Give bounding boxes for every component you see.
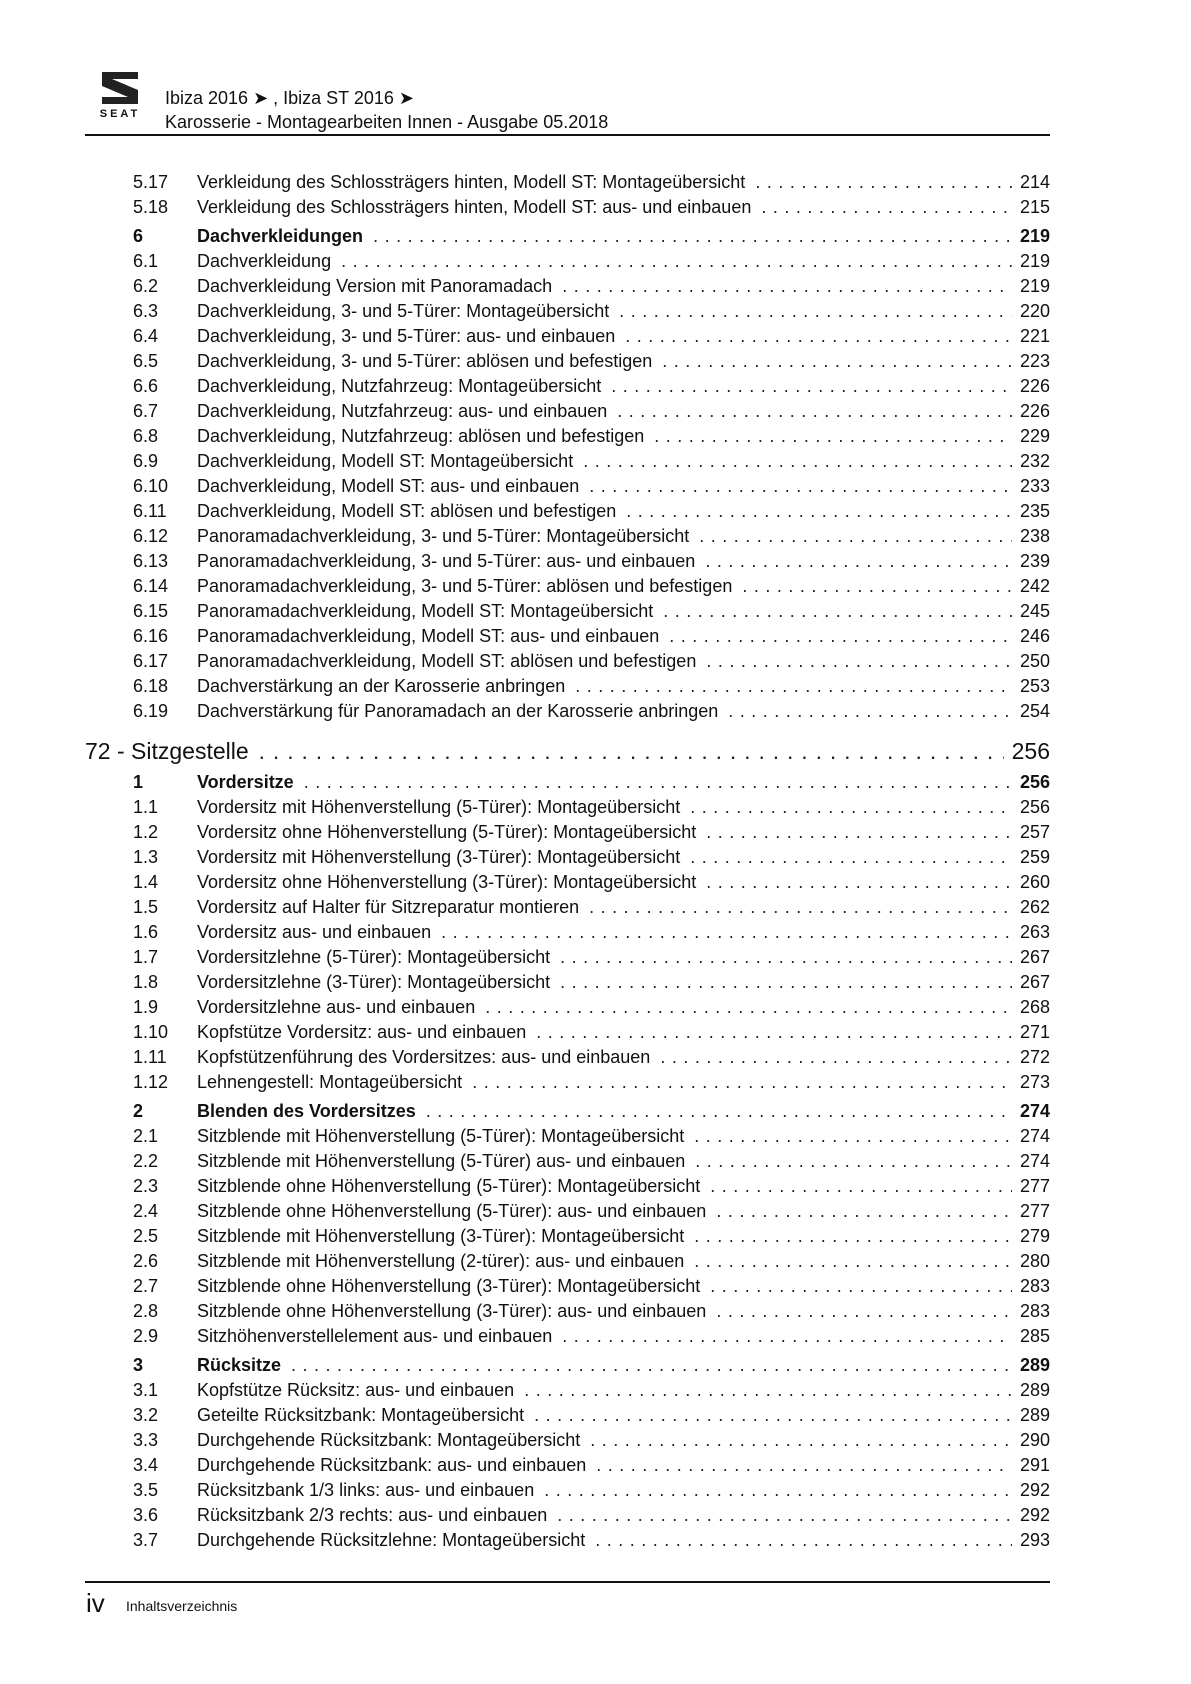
toc-title: Vordersitz ohne Höhenverstellung (5-Türer): Montageübersicht [197,822,697,842]
toc-title: Dachverkleidung, Modell ST: aus- und einbauen [197,476,580,496]
toc-leader-dots [694,1249,1012,1274]
toc-leader-dots [728,699,1012,724]
toc-number: 5.17 [133,172,169,192]
toc-page: 291 [1019,1455,1050,1475]
toc-leader-dots [654,424,1012,449]
toc-entry[interactable] [85,1124,1050,1149]
toc-title: Sitzblende ohne Höhenverstellung (3-Türer): Montageübersicht [197,1276,701,1296]
toc-title: Vordersitz mit Höhenverstellung (5-Türer): Montageübersicht [197,797,681,817]
toc-number: 6.1 [133,251,159,271]
toc-number: 6.19 [133,701,169,721]
toc-page: 229 [1019,426,1050,446]
toc-page: 289 [1019,1380,1050,1400]
toc-number: 6.8 [133,426,159,446]
toc-number: 2.6 [133,1251,159,1271]
toc-leader-dots [562,1324,1012,1349]
toc-entry[interactable] [85,870,1050,895]
toc-title: Sitzblende mit Höhenverstellung (2-türer): aus- und einbauen [197,1251,685,1271]
toc-entry[interactable] [85,674,1050,699]
toc-title: Geteilte Rücksitzbank: Montageübersicht [197,1405,525,1425]
toc-page: 220 [1019,301,1050,321]
toc-page: 254 [1019,701,1050,721]
toc-entry[interactable] [85,895,1050,920]
toc-entry[interactable] [85,1528,1050,1553]
toc-entry[interactable] [85,1403,1050,1428]
toc-entry[interactable] [85,624,1050,649]
toc-entry[interactable] [85,699,1050,724]
toc-title: Dachverkleidung, 3- und 5-Türer: ablösen und befestigen [197,351,653,371]
toc-entry[interactable] [85,1149,1050,1174]
toc-title: Kopfstütze Rücksitz: aus- und einbauen [197,1380,515,1400]
toc-title: Panoramadachverkleidung, Modell ST: Montageübersicht [197,601,654,621]
table-of-contents [85,170,1050,1553]
toc-number: 1.12 [133,1072,169,1092]
toc-page: 279 [1019,1226,1050,1246]
toc-entry[interactable] [85,970,1050,995]
toc-number: 1.1 [133,797,159,817]
toc-number: 6 [133,226,144,246]
toc-number: 6.15 [133,601,169,621]
toc-entry[interactable] [85,499,1050,524]
toc-number: 6.7 [133,401,159,421]
toc-number: 6.14 [133,576,169,596]
toc-page: 267 [1019,947,1050,967]
toc-leader-dots [304,770,1012,795]
toc-leader-dots [560,945,1012,970]
header-divider [85,134,1050,136]
toc-title: Vordersitz mit Höhenverstellung (3-Türer): Montageübersicht [197,847,681,867]
page-header [165,86,608,134]
toc-number: 3 [133,1355,144,1375]
toc-title: Lehnengestell: Montageübersicht [197,1072,463,1092]
toc-leader-dots [694,1224,1012,1249]
toc-number: 1.7 [133,947,159,967]
toc-entry[interactable] [85,945,1050,970]
toc-number: 1.2 [133,822,159,842]
toc-page: 289 [1019,1405,1050,1425]
toc-leader-dots [690,795,1012,820]
toc-page: 223 [1019,351,1050,371]
toc-number: 5.18 [133,197,169,217]
toc-number: 1.10 [133,1022,169,1042]
toc-number: 1.4 [133,872,159,892]
toc-entry[interactable] [85,1503,1050,1528]
toc-leader-dots [485,995,1012,1020]
toc-leader-dots [716,1199,1012,1224]
toc-entry[interactable] [85,299,1050,324]
toc-title: Sitzblende ohne Höhenverstellung (5-Türer): aus- und einbauen [197,1201,707,1221]
toc-page: 280 [1019,1251,1050,1271]
toc-number: 6.5 [133,351,159,371]
toc-leader-dots [669,624,1012,649]
toc-page: 283 [1019,1276,1050,1296]
toc-leader-dots [590,1428,1012,1453]
footer-divider [85,1581,1050,1583]
toc-title: Kopfstützenführung des Vordersitzes: aus- und einbauen [197,1047,651,1067]
toc-number: 2.3 [133,1176,159,1196]
toc-page: 260 [1019,872,1050,892]
toc-leader-dots [596,1453,1012,1478]
toc-title: Dachverkleidung, Nutzfahrzeug: Montageübersicht [197,376,602,396]
toc-title: Panoramadachverkleidung, Modell ST: ablösen und befestigen [197,651,697,671]
toc-title: Sitzblende mit Höhenverstellung (3-Türer): Montageübersicht [197,1226,685,1246]
toc-title: Verkleidung des Schlossträgers hinten, Modell ST: Montageübersicht [197,172,746,192]
toc-number: 2.2 [133,1151,159,1171]
toc-entry[interactable] [85,170,1050,195]
footer-label: Inhaltsverzeichnis [126,1598,238,1614]
toc-title: Panoramadachverkleidung, 3- und 5-Türer: Montageübersicht [197,526,690,546]
toc-number: 3.5 [133,1480,159,1500]
toc-leader-dots [557,1503,1012,1528]
toc-number: 2.9 [133,1326,159,1346]
toc-entry[interactable] [85,274,1050,299]
toc-number: 3.2 [133,1405,159,1425]
toc-section[interactable] [85,770,1050,795]
toc-leader-dots [617,399,1012,424]
toc-leader-dots [611,374,1012,399]
toc-page: 274 [1019,1101,1050,1121]
toc-page: 256 [1019,797,1050,817]
toc-page: 283 [1019,1301,1050,1321]
toc-number: 2.1 [133,1126,159,1146]
toc-entry[interactable] [85,424,1050,449]
toc-leader-dots [426,1099,1012,1124]
toc-title: Panoramadachverkleidung, 3- und 5-Türer: ablösen und befestigen [197,576,733,596]
toc-number: 6.9 [133,451,159,471]
toc-page: 256 [1011,738,1050,764]
toc-leader-dots [595,1528,1012,1553]
toc-page: 259 [1019,847,1050,867]
toc-page: 246 [1019,626,1050,646]
toc-number: 3.4 [133,1455,159,1475]
toc-entry[interactable] [85,845,1050,870]
toc-page: 245 [1019,601,1050,621]
toc-title: Sitzhöhenverstellelement aus- und einbauen [197,1326,553,1346]
toc-title: Dachverkleidung, Modell ST: ablösen und befestigen [197,501,617,521]
toc-entry[interactable] [85,324,1050,349]
toc-leader-dots [706,820,1012,845]
toc-chapter[interactable] [85,736,1050,766]
toc-leader-dots [710,1274,1012,1299]
toc-page: 274 [1019,1151,1050,1171]
toc-leader-dots [706,870,1012,895]
toc-entry[interactable] [85,549,1050,574]
toc-page: 257 [1019,822,1050,842]
toc-leader-dots [583,449,1012,474]
toc-number: 1.11 [133,1047,167,1067]
toc-section[interactable] [85,1353,1050,1378]
toc-leader-dots [341,249,1012,274]
toc-page: 235 [1019,501,1050,521]
toc-title: Durchgehende Rücksitzbank: aus- und einbauen [197,1455,587,1475]
toc-title: Sitzblende ohne Höhenverstellung (3-Türer): aus- und einbauen [197,1301,707,1321]
toc-title: Kopfstütze Vordersitz: aus- und einbauen [197,1022,527,1042]
toc-page: 267 [1019,972,1050,992]
toc-leader-dots [695,1149,1012,1174]
toc-entry[interactable] [85,1174,1050,1199]
toc-title: Durchgehende Rücksitzlehne: Montageübersicht [197,1530,586,1550]
toc-number: 6.6 [133,376,159,396]
toc-title: Vordersitzlehne (3-Türer): Montageübersicht [197,972,551,992]
toc-title: Dachverkleidung, Modell ST: Montageübersicht [197,451,574,471]
toc-number: 2 [133,1101,144,1121]
toc-title: Durchgehende Rücksitzbank: Montageübersicht [197,1430,581,1450]
toc-leader-dots [663,599,1012,624]
toc-page: 292 [1019,1505,1050,1525]
toc-page: 290 [1019,1430,1050,1450]
toc-leader-dots [705,549,1012,574]
toc-page: 274 [1019,1126,1050,1146]
toc-page: 215 [1019,197,1050,217]
toc-page: 285 [1019,1326,1050,1346]
toc-leader-dots [710,1174,1012,1199]
toc-entry[interactable] [85,1274,1050,1299]
toc-leader-dots [742,574,1012,599]
toc-leader-dots [626,499,1012,524]
toc-entry[interactable] [85,649,1050,674]
toc-leader-dots [259,736,1004,766]
toc-leader-dots [536,1020,1012,1045]
toc-title: Dachverstärkung für Panoramadach an der Karosserie anbringen [197,701,719,721]
toc-entry[interactable] [85,1378,1050,1403]
toc-title: Dachverkleidung, Nutzfahrzeug: aus- und einbauen [197,401,608,421]
toc-leader-dots [291,1353,1012,1378]
toc-entry[interactable] [85,820,1050,845]
toc-entry[interactable] [85,1478,1050,1503]
toc-number: 6.12 [133,526,169,546]
toc-entry[interactable] [85,1020,1050,1045]
seat-s-icon [98,70,142,106]
toc-entry[interactable] [85,1428,1050,1453]
header-title: Karosserie - Montagearbeiten Innen - Ausgabe 05.2018 [165,112,609,132]
toc-number: 2.7 [133,1276,159,1296]
toc-entry[interactable] [85,1199,1050,1224]
toc-number: 3.7 [133,1530,159,1550]
toc-number: 1.8 [133,972,159,992]
toc-entry[interactable] [85,449,1050,474]
toc-title: Panoramadachverkleidung, Modell ST: aus- und einbauen [197,626,660,646]
toc-number: 2.5 [133,1226,159,1246]
toc-page: 289 [1019,1355,1050,1375]
toc-title: Sitzblende mit Höhenverstellung (5-Türer): Montageübersicht [197,1126,685,1146]
toc-entry[interactable] [85,574,1050,599]
toc-title: Dachverstärkung an der Karosserie anbringen [197,676,566,696]
toc-page: 293 [1019,1530,1050,1550]
toc-entry[interactable] [85,524,1050,549]
toc-title: Dachverkleidung Version mit Panoramadach [197,276,553,296]
footer-page-number: iv [86,1588,105,1618]
toc-leader-dots [625,324,1012,349]
toc-leader-dots [619,299,1012,324]
toc-leader-dots [560,970,1012,995]
toc-page: 238 [1019,526,1050,546]
toc-title: Vordersitz auf Halter für Sitzreparatur montieren [197,897,580,917]
toc-number: 2.8 [133,1301,159,1321]
toc-leader-dots [441,920,1012,945]
toc-leader-dots [699,524,1012,549]
toc-number: 1.6 [133,922,159,942]
toc-title: Blenden des Vordersitzes [197,1101,416,1121]
toc-leader-dots [472,1070,1012,1095]
toc-page: 219 [1019,251,1050,271]
toc-leader-dots [755,170,1012,195]
toc-number: 6.11 [133,501,167,521]
toc-number: 6.16 [133,626,169,646]
toc-leader-dots [544,1478,1012,1503]
toc-page: 233 [1019,476,1050,496]
toc-title: 72 - Sitzgestelle [85,738,249,764]
toc-title: Dachverkleidungen [197,226,364,246]
toc-title: Dachverkleidung, 3- und 5-Türer: aus- und einbauen [197,326,616,346]
toc-leader-dots [690,845,1012,870]
toc-page: 277 [1019,1176,1050,1196]
toc-leader-dots [589,895,1012,920]
toc-entry[interactable] [85,1045,1050,1070]
toc-page: 268 [1019,997,1050,1017]
toc-page: 219 [1019,276,1050,296]
toc-entry[interactable] [85,1299,1050,1324]
toc-title: Rücksitze [197,1355,282,1375]
toc-leader-dots [706,649,1012,674]
toc-page: 239 [1019,551,1050,571]
toc-page: 273 [1019,1072,1050,1092]
toc-number: 3.6 [133,1505,159,1525]
toc-entry[interactable] [85,795,1050,820]
toc-leader-dots [662,349,1012,374]
toc-entry[interactable] [85,1224,1050,1249]
toc-page: 277 [1019,1201,1050,1221]
toc-entry[interactable] [85,995,1050,1020]
toc-leader-dots [660,1045,1012,1070]
toc-number: 6.2 [133,276,159,296]
seat-logo [92,70,148,120]
toc-number: 3.3 [133,1430,159,1450]
toc-page: 262 [1019,897,1050,917]
logo-text: SEAT [99,108,141,120]
toc-title: Panoramadachverkleidung, 3- und 5-Türer: aus- und einbauen [197,551,696,571]
toc-page: 226 [1019,401,1050,421]
toc-number: 6.18 [133,676,169,696]
toc-entry[interactable] [85,1453,1050,1478]
toc-number: 2.4 [133,1201,159,1221]
toc-page: 242 [1019,576,1050,596]
toc-section[interactable] [85,1099,1050,1124]
toc-number: 1 [133,772,144,792]
toc-entry[interactable] [85,1070,1050,1095]
toc-title: Vordersitz ohne Höhenverstellung (3-Türer): Montageübersicht [197,872,697,892]
toc-entry[interactable] [85,599,1050,624]
toc-page: 256 [1019,772,1050,792]
toc-number: 6.4 [133,326,159,346]
toc-number: 3.1 [133,1380,159,1400]
toc-page: 271 [1019,1022,1050,1042]
toc-number: 6.17 [133,651,169,671]
toc-leader-dots [589,474,1012,499]
toc-leader-dots [534,1403,1012,1428]
toc-entry[interactable] [85,474,1050,499]
toc-number: 1.3 [133,847,159,867]
toc-number: 6.13 [133,551,169,571]
toc-title: Vordersitzlehne aus- und einbauen [197,997,476,1017]
toc-title: Vordersitzlehne (5-Türer): Montageübersicht [197,947,551,967]
toc-entry[interactable] [85,920,1050,945]
toc-entry[interactable] [85,374,1050,399]
toc-page: 226 [1019,376,1050,396]
toc-page: 214 [1019,172,1050,192]
toc-title: Verkleidung des Schlossträgers hinten, Modell ST: aus- und einbauen [197,197,752,217]
toc-leader-dots [562,274,1012,299]
toc-entry[interactable] [85,1324,1050,1349]
toc-page: 250 [1019,651,1050,671]
toc-title: Dachverkleidung, 3- und 5-Türer: Montageübersicht [197,301,610,321]
toc-leader-dots [524,1378,1012,1403]
toc-title: Sitzblende ohne Höhenverstellung (5-Türer): Montageübersicht [197,1176,701,1196]
toc-leader-dots [373,224,1012,249]
toc-title: Rücksitzbank 1/3 links: aus- und einbauen [197,1480,535,1500]
toc-entry[interactable] [85,349,1050,374]
toc-number: 6.3 [133,301,159,321]
toc-number: 6.10 [133,476,169,496]
toc-title: Vordersitze [197,772,294,792]
toc-page: 253 [1019,676,1050,696]
toc-section[interactable] [85,224,1050,249]
header-models: Ibiza 2016 ➤ , Ibiza ST 2016 ➤ [165,88,414,108]
toc-page: 219 [1019,226,1050,246]
toc-title: Dachverkleidung, Nutzfahrzeug: ablösen und befestigen [197,426,645,446]
toc-entry[interactable] [85,1249,1050,1274]
toc-entry[interactable] [85,195,1050,220]
toc-title: Rücksitzbank 2/3 rechts: aus- und einbauen [197,1505,548,1525]
toc-page: 272 [1019,1047,1050,1067]
toc-number: 1.5 [133,897,159,917]
toc-leader-dots [716,1299,1012,1324]
toc-page: 263 [1019,922,1050,942]
toc-entry[interactable] [85,399,1050,424]
toc-entry[interactable] [85,249,1050,274]
toc-title: Sitzblende mit Höhenverstellung (5-Türer) aus- und einbauen [197,1151,686,1171]
toc-title: Vordersitz aus- und einbauen [197,922,432,942]
toc-page: 221 [1019,326,1050,346]
toc-leader-dots [761,195,1012,220]
toc-number: 1.9 [133,997,159,1017]
toc-page: 232 [1019,451,1050,471]
toc-leader-dots [575,674,1012,699]
toc-title: Dachverkleidung [197,251,332,271]
toc-page: 292 [1019,1480,1050,1500]
toc-leader-dots [694,1124,1012,1149]
